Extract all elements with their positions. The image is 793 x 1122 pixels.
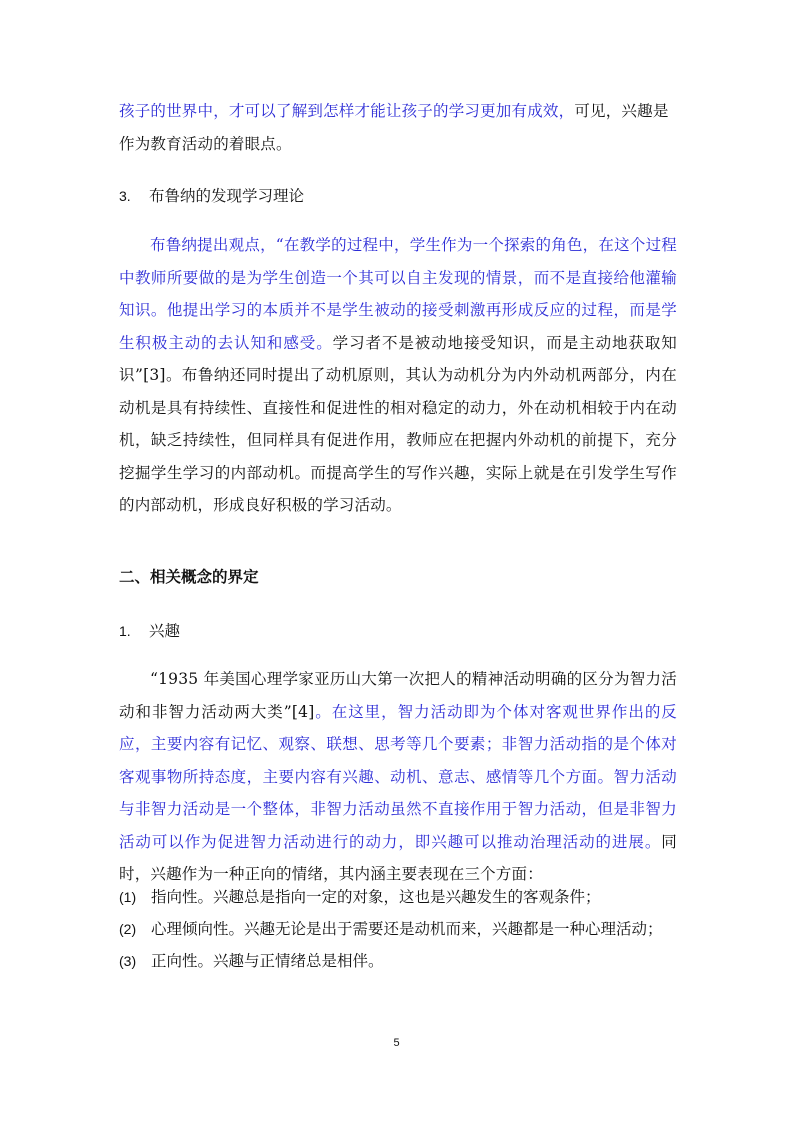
paragraph-bruner-theory bbox=[119, 229, 677, 522]
section-title: 兴趣 bbox=[149, 622, 181, 640]
section-number: 1. bbox=[119, 623, 131, 639]
list-number: (1) bbox=[119, 889, 137, 905]
chapter-title: 二、相关概念的界定 bbox=[119, 567, 259, 586]
paragraph-text: “1935 年美国心理学家亚历山大第一次把人的精神活动明确的区分为智力活动和非智力活动两大类”[4] bbox=[119, 670, 677, 721]
paragraph-text: 同时，兴趣作为一种正向的情绪，其内涵主要表现在三个方面： bbox=[119, 832, 677, 883]
list-text: 正向性。兴趣与正情绪总是相伴。 bbox=[151, 952, 384, 970]
list-number: (3) bbox=[119, 953, 137, 969]
paragraph-interest-definition bbox=[119, 663, 677, 891]
section-title: 布鲁纳的发现学习理论 bbox=[149, 187, 305, 205]
list-item bbox=[119, 917, 679, 941]
paragraph-continuation bbox=[119, 95, 677, 160]
paragraph-text: 可见，兴趣是 bbox=[574, 102, 669, 120]
section-heading-3 bbox=[119, 182, 304, 210]
list-item bbox=[119, 949, 679, 973]
section-heading-1 bbox=[119, 617, 180, 645]
chapter-heading bbox=[119, 563, 259, 591]
paragraph-text-highlighted: 。在这里，智力活动即为个体对客观世界作出的反应，主要内容有记忆、观察、联想、思考等几个要素；非智力活动指的是个体对客观事物所持态度，主要内容有兴趣、动机、意志、感情等几个方面。智力活动与非智力活动是一个整体，非智力活动虽然不直接作用于智力活动，但是非智力活动可以作为促进智力活动进行的动力，即兴趣可以推动治理活动的进展。 bbox=[119, 702, 677, 851]
paragraph-text: 学习者不是被动地接受知识，而是主动地获取知识”[3]。布鲁纳还同时提出了动机原则，其认为动机分为内外动机两部分，内在动机是具有持续性、直接性和促进性的相对稳定的动力，外在动机相较于内在动机，缺乏持续性，但同样具有促进作用，教师应在把握内外动机的前提下，充分挖掘学生学习的内部动机。而提高学生的写作兴趣，实际上就是在引发学生写作的内部动机，形成良好积极的学习活动。 bbox=[119, 333, 678, 514]
paragraph-text: 作为教育活动的着眼点。 bbox=[119, 134, 292, 153]
list-item bbox=[119, 885, 679, 909]
paragraph-text-highlighted: 孩子的世界中，才可以了解到怎样才能让孩子的学习更加有成效， bbox=[119, 102, 575, 120]
page-number: 5 bbox=[393, 1037, 400, 1049]
list-number: (2) bbox=[119, 921, 137, 937]
list-text: 心理倾向性。兴趣无论是出于需要还是动机而来，兴趣都是一种心理活动； bbox=[151, 920, 663, 938]
paragraph-text-highlighted: 布鲁纳提出观点，“在教学的过程中，学生作为一个探索的角色，在这个过程中教师所要做的是为学生创造一个其可以自主发现的情景，而不是直接给他灌输知识。他提出学习的本质并不是学生被动的接受刺激再形成反应的过程，而是学生积极主动的去认知和感受。 bbox=[119, 236, 677, 352]
section-number: 3. bbox=[119, 188, 131, 204]
list-text: 指向性。兴趣总是指向一定的对象，这也是兴趣发生的客观条件； bbox=[151, 888, 601, 906]
